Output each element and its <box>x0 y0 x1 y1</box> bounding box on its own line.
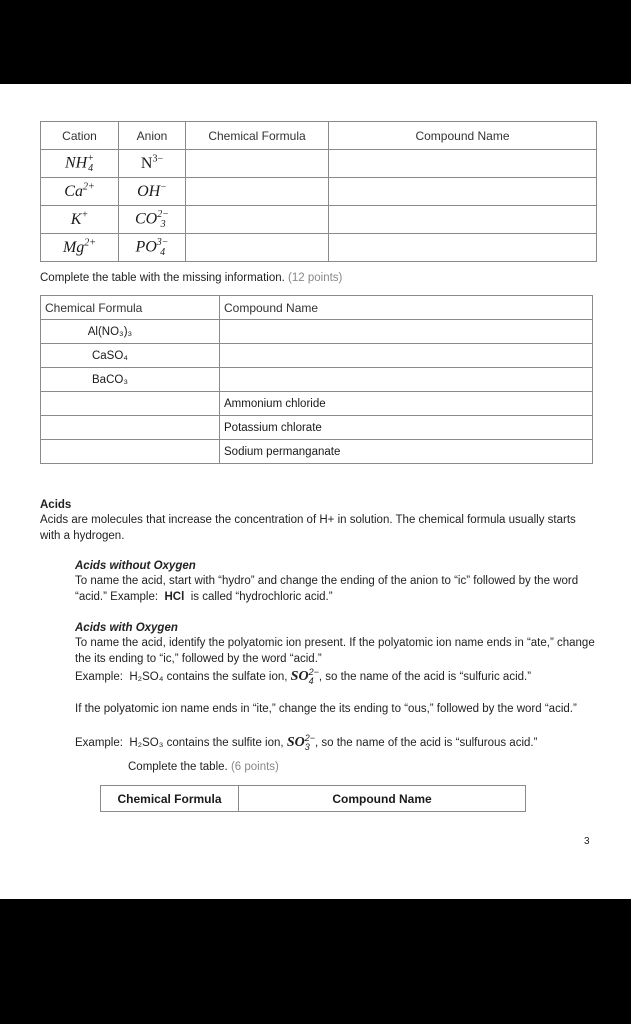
ion-table-header <box>41 122 597 150</box>
name-cell[interactable] <box>329 234 597 262</box>
formula-cell[interactable] <box>41 392 220 416</box>
table-row <box>41 344 593 368</box>
header-compound-name: Compound Name <box>239 786 526 812</box>
name-cell[interactable] <box>220 320 593 344</box>
anion-cell: OH− <box>119 178 186 206</box>
name-cell[interactable] <box>329 206 597 234</box>
instruction-1: Complete the table with the missing information. (12 points) <box>40 272 343 284</box>
cation-cell: $Ca^{2+}$ <box>41 178 119 206</box>
formula-cell[interactable] <box>41 416 220 440</box>
acids-heading: Acids <box>40 499 72 511</box>
acids-without-oxygen-text: To name the acid, start with “hydro” and change the ending of the anion to “ic” followed by the word “acid.” Example: HCl is called “hydrochloric acid.” <box>75 575 579 603</box>
header-compound-name: Compound Name <box>329 122 597 150</box>
name-cell[interactable] <box>329 178 597 206</box>
acids-without-oxygen-heading: Acids without Oxygen <box>75 560 196 572</box>
formula-cell[interactable] <box>186 234 329 262</box>
formula-cell[interactable] <box>186 150 329 178</box>
formula-name-table-header <box>41 296 593 320</box>
name-cell: Sodium permanganate <box>220 440 593 464</box>
header-cation: Cation <box>41 122 119 150</box>
table-row <box>41 416 593 440</box>
name-cell: Potassium chlorate <box>220 416 593 440</box>
table-row <box>41 178 597 206</box>
acids-with-oxygen-text: To name the acid, identify the polyatomic ion present. If the polyatomic ion name ends in “ate,” change the its ending to “ic,” followed by the word “acid.” <box>75 637 595 665</box>
formula-cell[interactable] <box>186 206 329 234</box>
header-chemical-formula: Chemical Formula <box>101 786 239 812</box>
table-row <box>41 368 593 392</box>
page-number: 3 <box>584 836 590 847</box>
formula-cell: CaSO₄ <box>41 344 220 368</box>
header-chemical-formula: Chemical Formula <box>41 296 220 320</box>
header-anion: Anion <box>119 122 186 150</box>
cation-cell: NH + 4 <box>41 150 119 178</box>
acid-table <box>100 785 526 812</box>
acids-with-oxygen-heading: Acids with Oxygen <box>75 622 178 634</box>
ion-table <box>40 121 597 262</box>
cation-cell: K+ <box>41 206 119 234</box>
table-row <box>41 320 593 344</box>
formula-cell: BaCO₃ <box>41 368 220 392</box>
formula-cell[interactable] <box>41 440 220 464</box>
sulfate-example: Example: H₂SO₄ contains the sulfate ion, SO 2− 4 , so the name of the acid is “sulfuric acid.” <box>75 667 532 686</box>
hcl-formula: HCl <box>164 590 185 603</box>
anion-cell: PO 3− 4 <box>119 234 186 262</box>
header-compound-name: Compound Name <box>220 296 593 320</box>
header-chemical-formula: Chemical Formula <box>186 122 329 150</box>
formula-name-table <box>40 295 593 464</box>
name-cell[interactable] <box>329 150 597 178</box>
table-row <box>41 440 593 464</box>
anion-cell: $N^{3-}$ <box>119 150 186 178</box>
acid-table-header <box>101 786 526 812</box>
name-cell[interactable] <box>220 368 593 392</box>
formula-cell[interactable] <box>186 178 329 206</box>
name-cell: Ammonium chloride <box>220 392 593 416</box>
instruction-2: Complete the table. (6 points) <box>128 761 279 773</box>
sulfite-example: Example: H₂SO₃ contains the sulfite ion, SO 2− 3 , so the name of the acid is “sulfurous acid.” <box>75 733 538 752</box>
ite-rule-text: If the polyatomic ion name ends in “ite,” change the its ending to “ous,” followed by the word “acid.” <box>75 703 577 715</box>
table-row <box>41 234 597 262</box>
table-row <box>41 392 593 416</box>
acids-intro: Acids are molecules that increase the concentration of H+ in solution. The chemical formula usually starts with a hydrogen. <box>40 514 576 542</box>
formula-cell: Al(NO₃)₃ <box>41 320 220 344</box>
worksheet-page <box>0 84 631 899</box>
table-row <box>41 150 597 178</box>
name-cell[interactable] <box>220 344 593 368</box>
cation-cell: $Mg^{2+}$ <box>41 234 119 262</box>
table-row <box>41 206 597 234</box>
anion-cell: CO 2− 3 <box>119 206 186 234</box>
